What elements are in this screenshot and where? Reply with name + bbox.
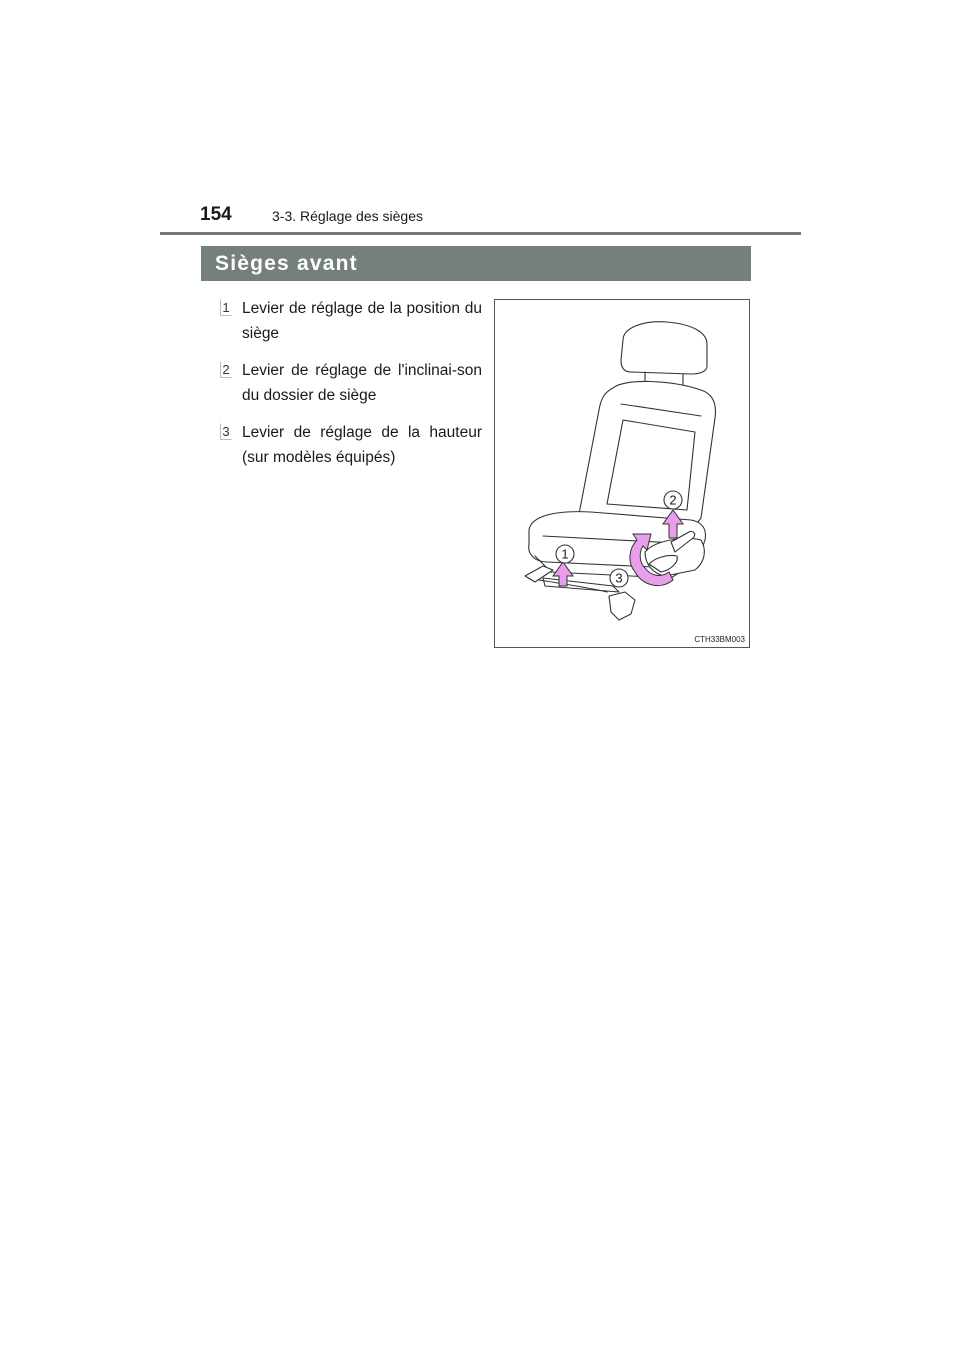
callout-3-label: 3 (615, 570, 623, 586)
item-number: 3 (222, 424, 230, 439)
item-text: Levier de réglage de la hauteur (sur modèles équipés) (242, 424, 482, 466)
item-number-badge (220, 423, 232, 440)
section-title-bar (201, 246, 751, 281)
item-number: 1 (222, 300, 230, 315)
list-item (216, 358, 482, 408)
callout-2-label: 2 (669, 492, 677, 508)
item-number-badge (220, 361, 232, 378)
list-item (216, 420, 482, 470)
section-reference: 3-3. Réglage des sièges (272, 208, 423, 224)
section-title: Sièges avant (215, 252, 358, 275)
item-list (216, 296, 482, 482)
seat-rail-front (543, 578, 619, 592)
rail-foot-rear (609, 592, 635, 620)
item-number: 2 (222, 362, 230, 377)
headrest (621, 322, 707, 374)
item-text: Levier de réglage de la position du siège (242, 300, 482, 342)
list-item (216, 296, 482, 346)
seat-illustration (494, 299, 750, 648)
figure-code: CTH33BM003 (694, 635, 745, 644)
callout-1-label: 1 (561, 546, 569, 562)
seat-drawing (495, 300, 751, 649)
item-number-badge (220, 299, 232, 316)
page-number: 154 (200, 204, 232, 225)
item-text: Levier de réglage de l'inclinai-son du dossier de siège (242, 362, 482, 404)
header-rule (160, 232, 801, 235)
